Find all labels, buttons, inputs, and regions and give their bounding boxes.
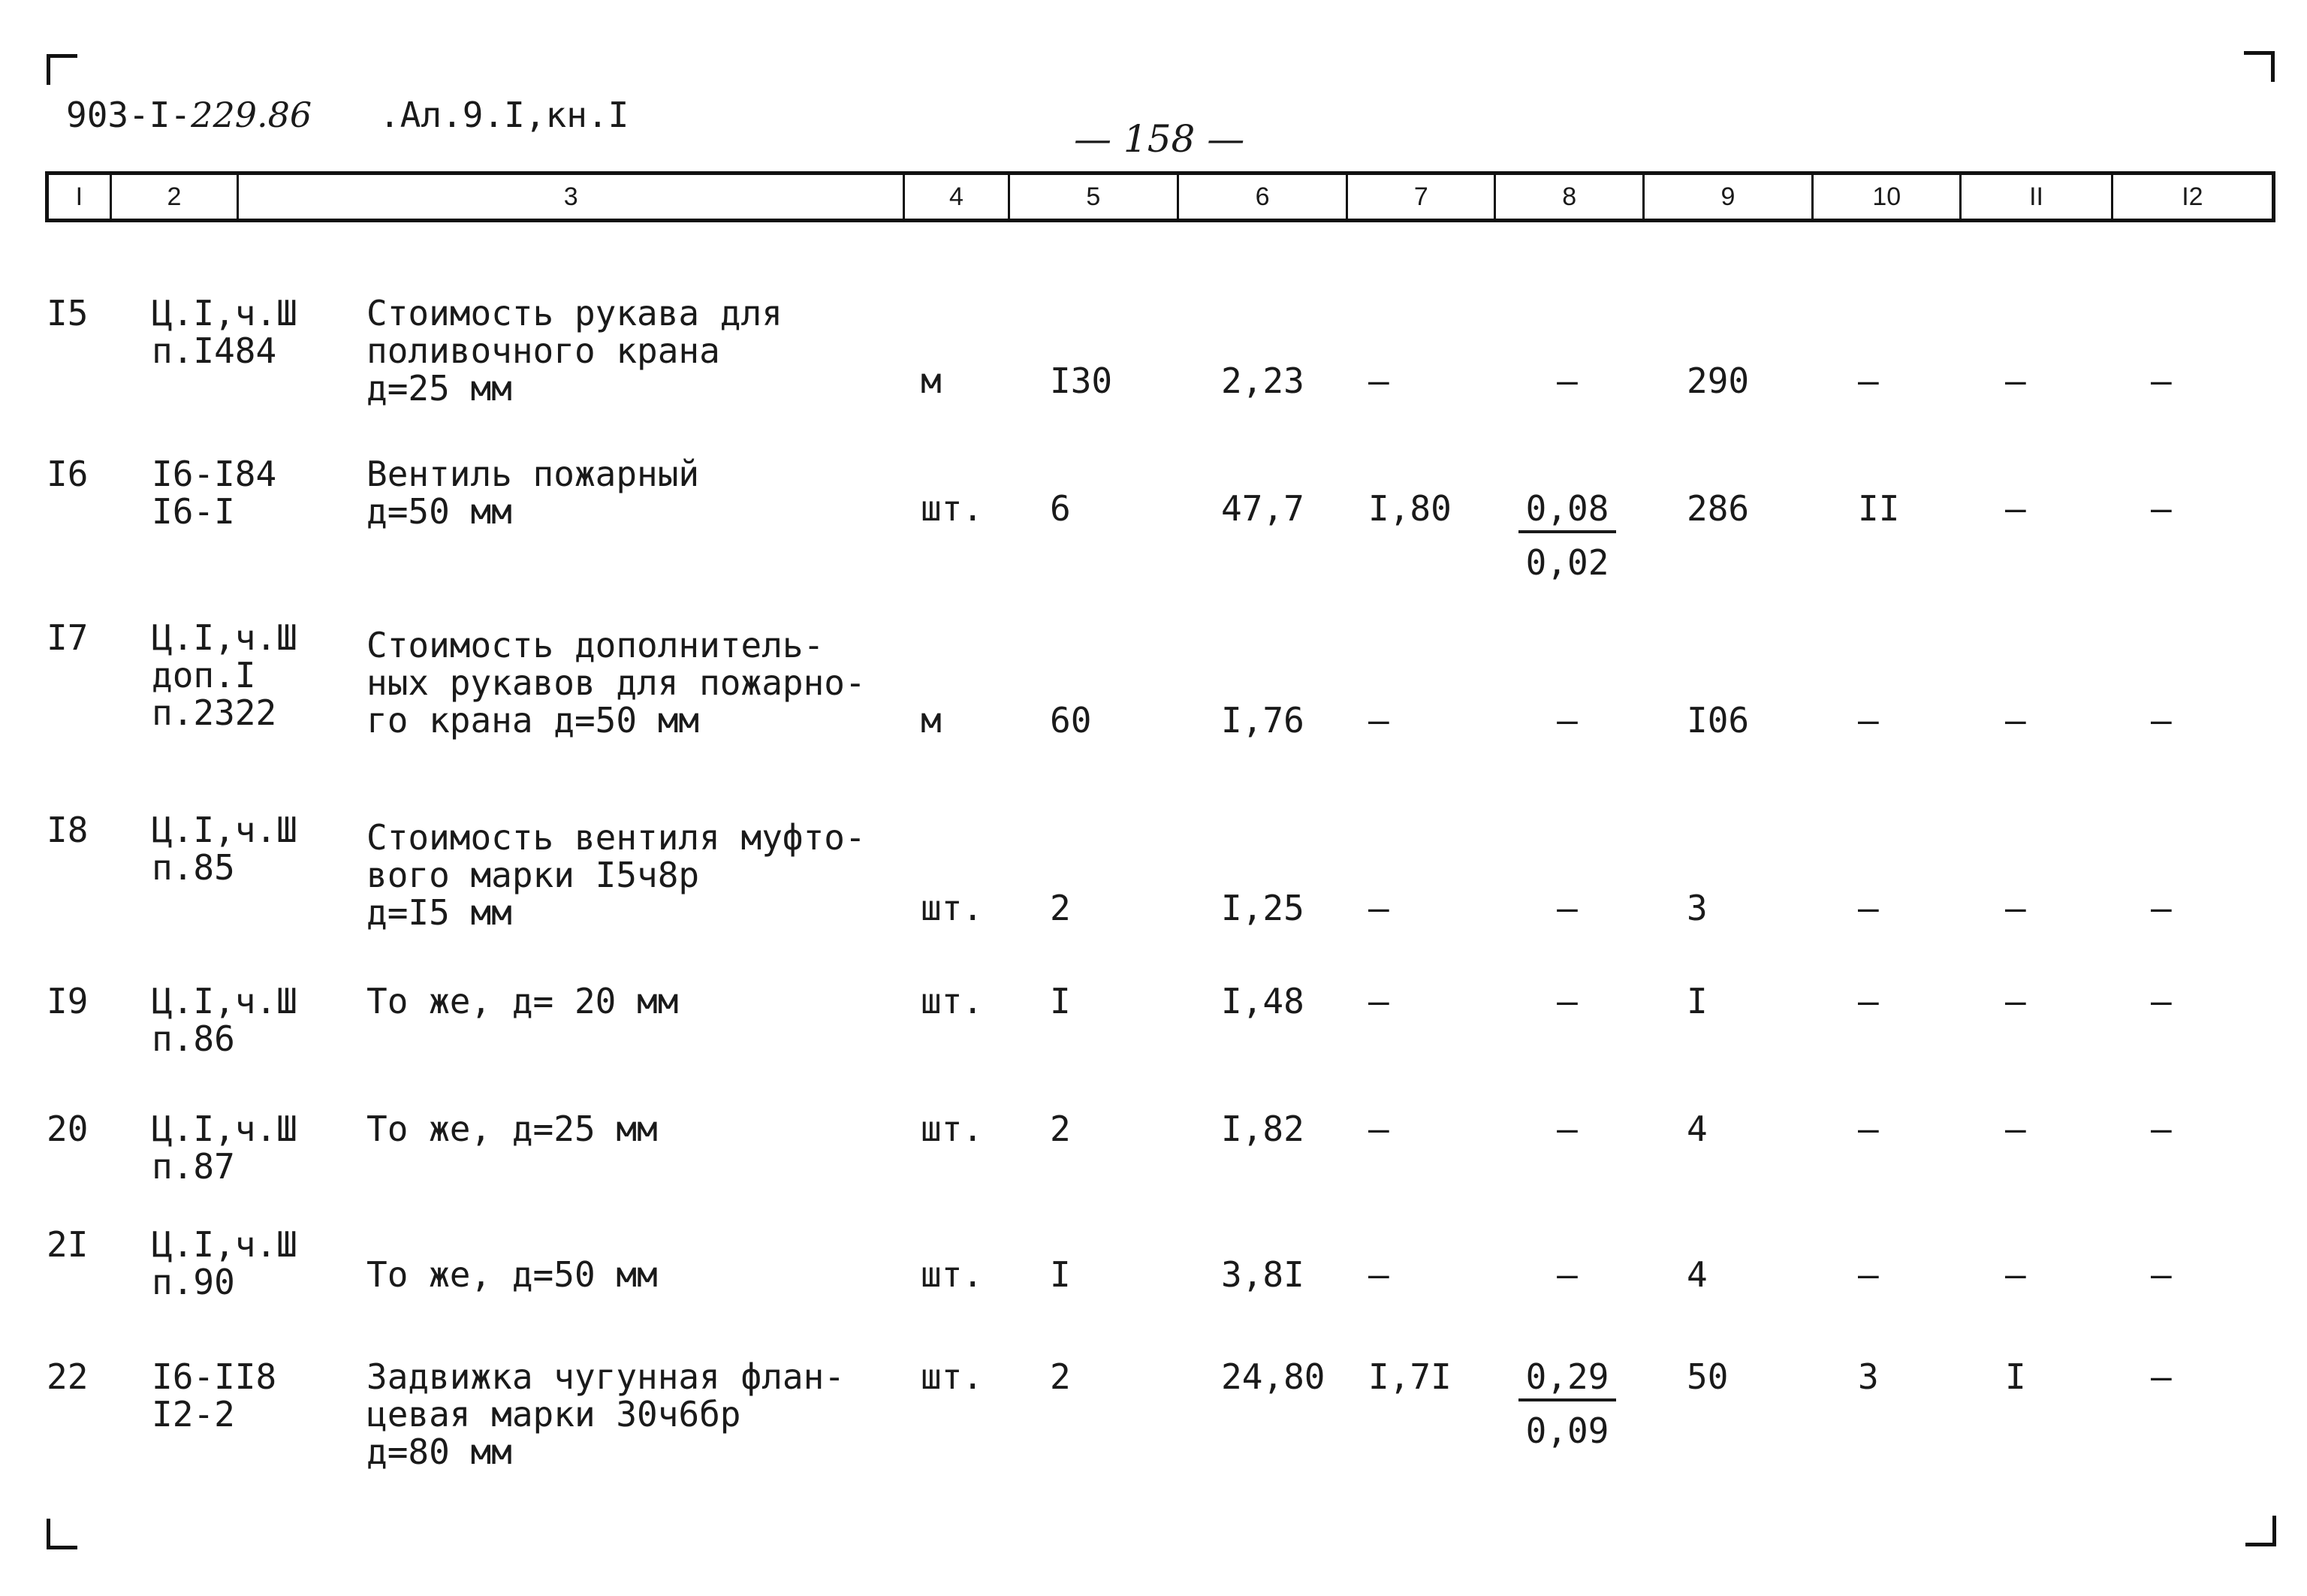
quantity: 2 [1050,888,1071,928]
col11-value: – [2005,888,2026,928]
norm-reference-line: Ц.I,ч.Ш [152,293,297,333]
col12-value: – [2151,981,2172,1021]
coefficient-value: – [1557,888,1578,928]
norm-reference [152,811,297,886]
col11-value: – [2005,1109,2026,1149]
unit-of-measure: шт. [921,981,984,1021]
col12-value: – [2151,1109,2172,1149]
norm-reference [152,1358,276,1433]
norm-reference [152,1226,297,1301]
unit-price: I,25 [1221,888,1304,928]
column-header-9: 9 [1645,175,1814,219]
norm-reference [152,619,297,732]
col10-value: – [1858,888,1879,928]
work-description-line: д=25 мм [366,368,512,409]
norm-reference-line: Ц.I,ч.Ш [152,981,297,1021]
work-description [366,626,866,739]
work-description [366,982,678,1020]
col10-value: – [1858,981,1879,1021]
coefficient-col8 [1518,1256,1616,1293]
work-description [366,294,783,407]
coefficient-col7: I,80 [1368,488,1452,529]
norm-reference-line: I6-I [152,491,235,532]
norm-reference-line: I2-2 [152,1394,235,1435]
unit-price: I,82 [1221,1109,1304,1149]
work-description-line: То же, д= 20 мм [366,981,679,1021]
unit-of-measure: шт. [921,1356,984,1397]
work-description-line: вого марки I5ч8р [366,855,700,895]
corner-mark-bottom-left [47,1519,77,1549]
row-number: 22 [47,1356,89,1397]
col12-value: – [2151,488,2172,529]
col11-value: – [2005,981,2026,1021]
column-header-5: 5 [1010,175,1179,219]
col12-value: – [2151,700,2172,741]
total-cost: 286 [1687,488,1750,529]
unit-price: I,76 [1221,700,1304,741]
unit-of-measure: шт. [921,1109,984,1149]
norm-reference-line: Ц.I,ч.Ш [152,617,297,658]
row-number: I8 [47,810,89,850]
work-description-line: Стоимость вентиля муфто- [366,817,866,858]
unit-price: 3,8I [1221,1254,1304,1295]
work-description-line: Вентиль пожарный [366,454,700,494]
norm-reference-line: п.85 [152,847,235,888]
work-description-line: д=80 мм [366,1432,512,1472]
col12-value: – [2151,888,2172,928]
coefficient-col7: – [1368,1109,1389,1149]
col11-value: – [2005,1254,2026,1295]
col11-value: – [2005,361,2026,401]
fraction-numerator: 0,29 [1518,1358,1616,1401]
coefficient-col8 [1518,1110,1616,1148]
corner-mark-top-right [2244,51,2275,82]
album-reference: .Ал.9.I,кн.I [379,95,629,135]
total-cost: 3 [1687,888,1708,928]
page-number: — 158 — [1074,117,1245,161]
total-cost: I [1687,981,1708,1021]
coefficient-value: – [1557,981,1578,1021]
total-cost: 50 [1687,1356,1729,1397]
work-description-line: Задвижка чугунная флан- [366,1356,845,1397]
col11-value: I [2005,1356,2026,1397]
coefficient-col8 [1518,490,1616,581]
work-description-line: ных рукавов для пожарно- [366,662,866,703]
norm-reference-line: Ц.I,ч.Ш [152,1109,297,1149]
coefficient-col8 [1518,362,1616,400]
col11-value: – [2005,488,2026,529]
column-header-4: 4 [905,175,1010,219]
work-description-line: То же, д=25 мм [366,1109,658,1149]
coefficient-value: – [1557,1254,1578,1295]
column-header-1: I [49,175,112,219]
coefficient-col8 [1518,1358,1616,1450]
norm-reference-line: Ц.I,ч.Ш [152,1224,297,1265]
col12-value: – [2151,1254,2172,1295]
norm-reference-line: п.2322 [152,692,277,733]
norm-reference-line: п.86 [152,1018,235,1059]
coefficient-value: – [1557,700,1578,741]
row-number: I9 [47,981,89,1021]
fraction-numerator: 0,08 [1518,490,1616,533]
coefficient-value: – [1557,1109,1578,1149]
quantity: 2 [1050,1109,1071,1149]
column-header-row [45,171,2275,222]
column-header-2: 2 [112,175,239,219]
work-description-line: д=I5 мм [366,892,512,933]
corner-mark-top-left [47,54,77,85]
coefficient-col7: I,7I [1368,1356,1452,1397]
norm-reference [152,982,297,1057]
document-code-handwritten: 229.86 [191,95,312,135]
unit-of-measure: шт. [921,1254,984,1295]
row-number: 2I [47,1224,89,1265]
work-description-line: Стоимость дополнитель- [366,625,825,665]
unit-price: I,48 [1221,981,1304,1021]
column-header-7: 7 [1348,175,1496,219]
norm-reference-line: п.I484 [152,330,277,371]
coefficient-value: – [1557,361,1578,401]
work-description [366,1358,845,1471]
column-header-12: I2 [2182,182,2203,211]
coefficient-col8 [1518,701,1616,739]
row-number: I7 [47,617,89,658]
quantity: I30 [1050,361,1113,401]
document-code [66,95,312,135]
col10-value: – [1858,700,1879,741]
work-description [366,1110,658,1148]
column-header-10: 10 [1814,175,1962,219]
norm-reference-line: Ц.I,ч.Ш [152,810,297,850]
row-number: I6 [47,454,89,494]
norm-reference-line: доп.I [152,655,256,695]
col10-value: II [1858,488,1900,529]
col12-value: – [2151,361,2172,401]
norm-reference [152,455,276,530]
row-number: I5 [47,293,89,333]
column-header-11: II [1962,175,2112,219]
work-description [366,1256,658,1293]
work-description-line: го крана д=50 мм [366,700,700,741]
quantity: I [1050,981,1071,1021]
coefficient-col8 [1518,889,1616,927]
total-cost: 4 [1687,1254,1708,1295]
work-description [366,455,699,530]
col10-value: 3 [1858,1356,1879,1397]
quantity: 60 [1050,700,1092,741]
col12-value: – [2151,1356,2172,1397]
work-description-line: д=50 мм [366,491,512,532]
work-description-line: Стоимость рукава для [366,293,783,333]
unit-price: 2,23 [1221,361,1304,401]
col11-value: – [2005,700,2026,741]
unit-of-measure: шт. [921,488,984,529]
work-description-line: То же, д=50 мм [366,1254,658,1295]
unit-of-measure: м [921,700,942,741]
norm-reference [152,294,297,370]
column-header-6: 6 [1179,175,1348,219]
total-cost: I06 [1687,700,1750,741]
coefficient-col8 [1518,982,1616,1020]
total-cost: 290 [1687,361,1750,401]
unit-price: 24,80 [1221,1356,1325,1397]
coefficient-col7: – [1368,981,1389,1021]
unit-of-measure: м [921,361,942,401]
coefficient-col7: – [1368,361,1389,401]
corner-mark-bottom-right [2245,1516,2276,1546]
column-header-8: 8 [1496,175,1644,219]
quantity: 2 [1050,1356,1071,1397]
quantity: I [1050,1254,1071,1295]
fraction-denominator: 0,09 [1525,1410,1609,1451]
work-description-line: цевая марки 30ч6бр [366,1394,741,1435]
quantity: 6 [1050,488,1071,529]
fraction-denominator: 0,02 [1525,542,1609,583]
norm-reference-line: п.90 [152,1262,235,1302]
coefficient-col7: – [1368,700,1389,741]
work-description-line: поливочного крана [366,330,720,371]
col10-value: – [1858,1254,1879,1295]
total-cost: 4 [1687,1109,1708,1149]
coefficient-col7: – [1368,888,1389,928]
col10-value: – [1858,361,1879,401]
col10-value: – [1858,1109,1879,1149]
column-header-3: 3 [239,175,905,219]
norm-reference [152,1110,297,1185]
unit-price: 47,7 [1221,488,1304,529]
norm-reference-line: п.87 [152,1146,235,1187]
unit-of-measure: шт. [921,888,984,928]
coefficient-col7: – [1368,1254,1389,1295]
row-number: 20 [47,1109,89,1149]
document-code-prefix: 903-I- [66,95,191,135]
work-description [366,819,866,931]
norm-reference-line: I6-II8 [152,1356,277,1397]
norm-reference-line: I6-I84 [152,454,277,494]
